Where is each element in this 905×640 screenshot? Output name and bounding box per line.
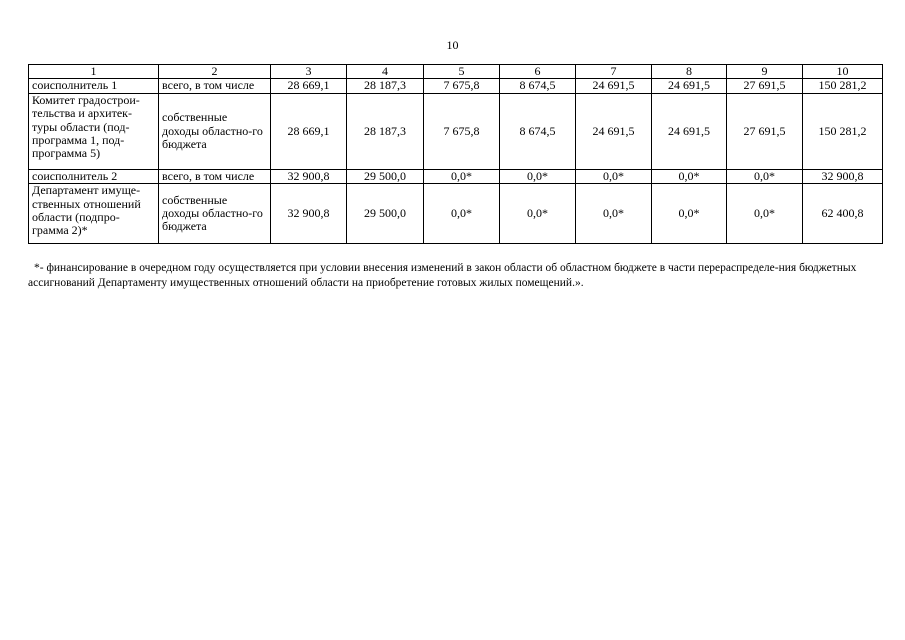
value-cell: 28 187,3 xyxy=(347,93,424,169)
value-cell: 0,0* xyxy=(576,169,652,183)
header-cell: 5 xyxy=(424,65,500,79)
table-row xyxy=(29,169,883,183)
row-type-label: всего, в том числе xyxy=(159,169,271,183)
row-type-label: всего, в том числе xyxy=(159,79,271,93)
table-row xyxy=(29,184,883,244)
header-cell: 9 xyxy=(727,65,803,79)
value-cell: 24 691,5 xyxy=(576,79,652,93)
value-cell: 0,0* xyxy=(500,169,576,183)
value-cell: 150 281,2 xyxy=(803,93,883,169)
table-row xyxy=(29,93,883,169)
value-cell: 0,0* xyxy=(652,184,727,244)
value-cell: 0,0* xyxy=(500,184,576,244)
value-cell: 29 500,0 xyxy=(347,169,424,183)
value-cell: 32 900,8 xyxy=(271,169,347,183)
value-cell: 32 900,8 xyxy=(271,184,347,244)
value-cell: 8 674,5 xyxy=(500,79,576,93)
value-cell: 7 675,8 xyxy=(424,93,500,169)
value-cell: 29 500,0 xyxy=(347,184,424,244)
value-cell: 24 691,5 xyxy=(576,93,652,169)
row-title: соисполнитель 2 xyxy=(29,169,159,183)
header-cell: 2 xyxy=(159,65,271,79)
row-title: соисполнитель 1 xyxy=(29,79,159,93)
value-cell: 0,0* xyxy=(424,169,500,183)
value-cell: 24 691,5 xyxy=(652,93,727,169)
header-row xyxy=(29,65,883,79)
value-cell: 0,0* xyxy=(727,184,803,244)
value-cell: 32 900,8 xyxy=(803,169,883,183)
value-cell: 0,0* xyxy=(576,184,652,244)
budget-table xyxy=(28,64,883,244)
value-cell: 150 281,2 xyxy=(803,79,883,93)
value-cell: 8 674,5 xyxy=(500,93,576,169)
value-cell: 7 675,8 xyxy=(424,79,500,93)
value-cell: 27 691,5 xyxy=(727,79,803,93)
header-cell: 10 xyxy=(803,65,883,79)
header-cell: 4 xyxy=(347,65,424,79)
value-cell: 24 691,5 xyxy=(652,79,727,93)
row-type-label: собственные доходы областно-го бюджета xyxy=(159,93,271,169)
value-cell: 27 691,5 xyxy=(727,93,803,169)
row-type-label: собственные доходы областно-го бюджета xyxy=(159,184,271,244)
row-description: Департамент имуще-ственных отношений области (подпро-грамма 2)* xyxy=(29,184,159,244)
header-cell: 1 xyxy=(29,65,159,79)
header-cell: 8 xyxy=(652,65,727,79)
value-cell: 62 400,8 xyxy=(803,184,883,244)
header-cell: 3 xyxy=(271,65,347,79)
row-description: Комитет градострои-тельства и архитек-туры области (под-программа 1, под-программа 5) xyxy=(29,93,159,169)
value-cell: 28 669,1 xyxy=(271,93,347,169)
value-cell: 28 187,3 xyxy=(347,79,424,93)
value-cell: 0,0* xyxy=(652,169,727,183)
page-number: 10 xyxy=(446,38,459,52)
value-cell: 0,0* xyxy=(424,184,500,244)
value-cell: 28 669,1 xyxy=(271,79,347,93)
value-cell: 0,0* xyxy=(727,169,803,183)
table-row xyxy=(29,79,883,93)
header-cell: 6 xyxy=(500,65,576,79)
footnote: *- финансирование в очередном году осуществляется при условии внесения изменений в закон области об областном бюджете в части перераспределе-ния бюджетных ассигнований Департаменту имущественных отношений области на приобретение готовых жилых помещений.». xyxy=(28,262,857,289)
header-cell: 7 xyxy=(576,65,652,79)
